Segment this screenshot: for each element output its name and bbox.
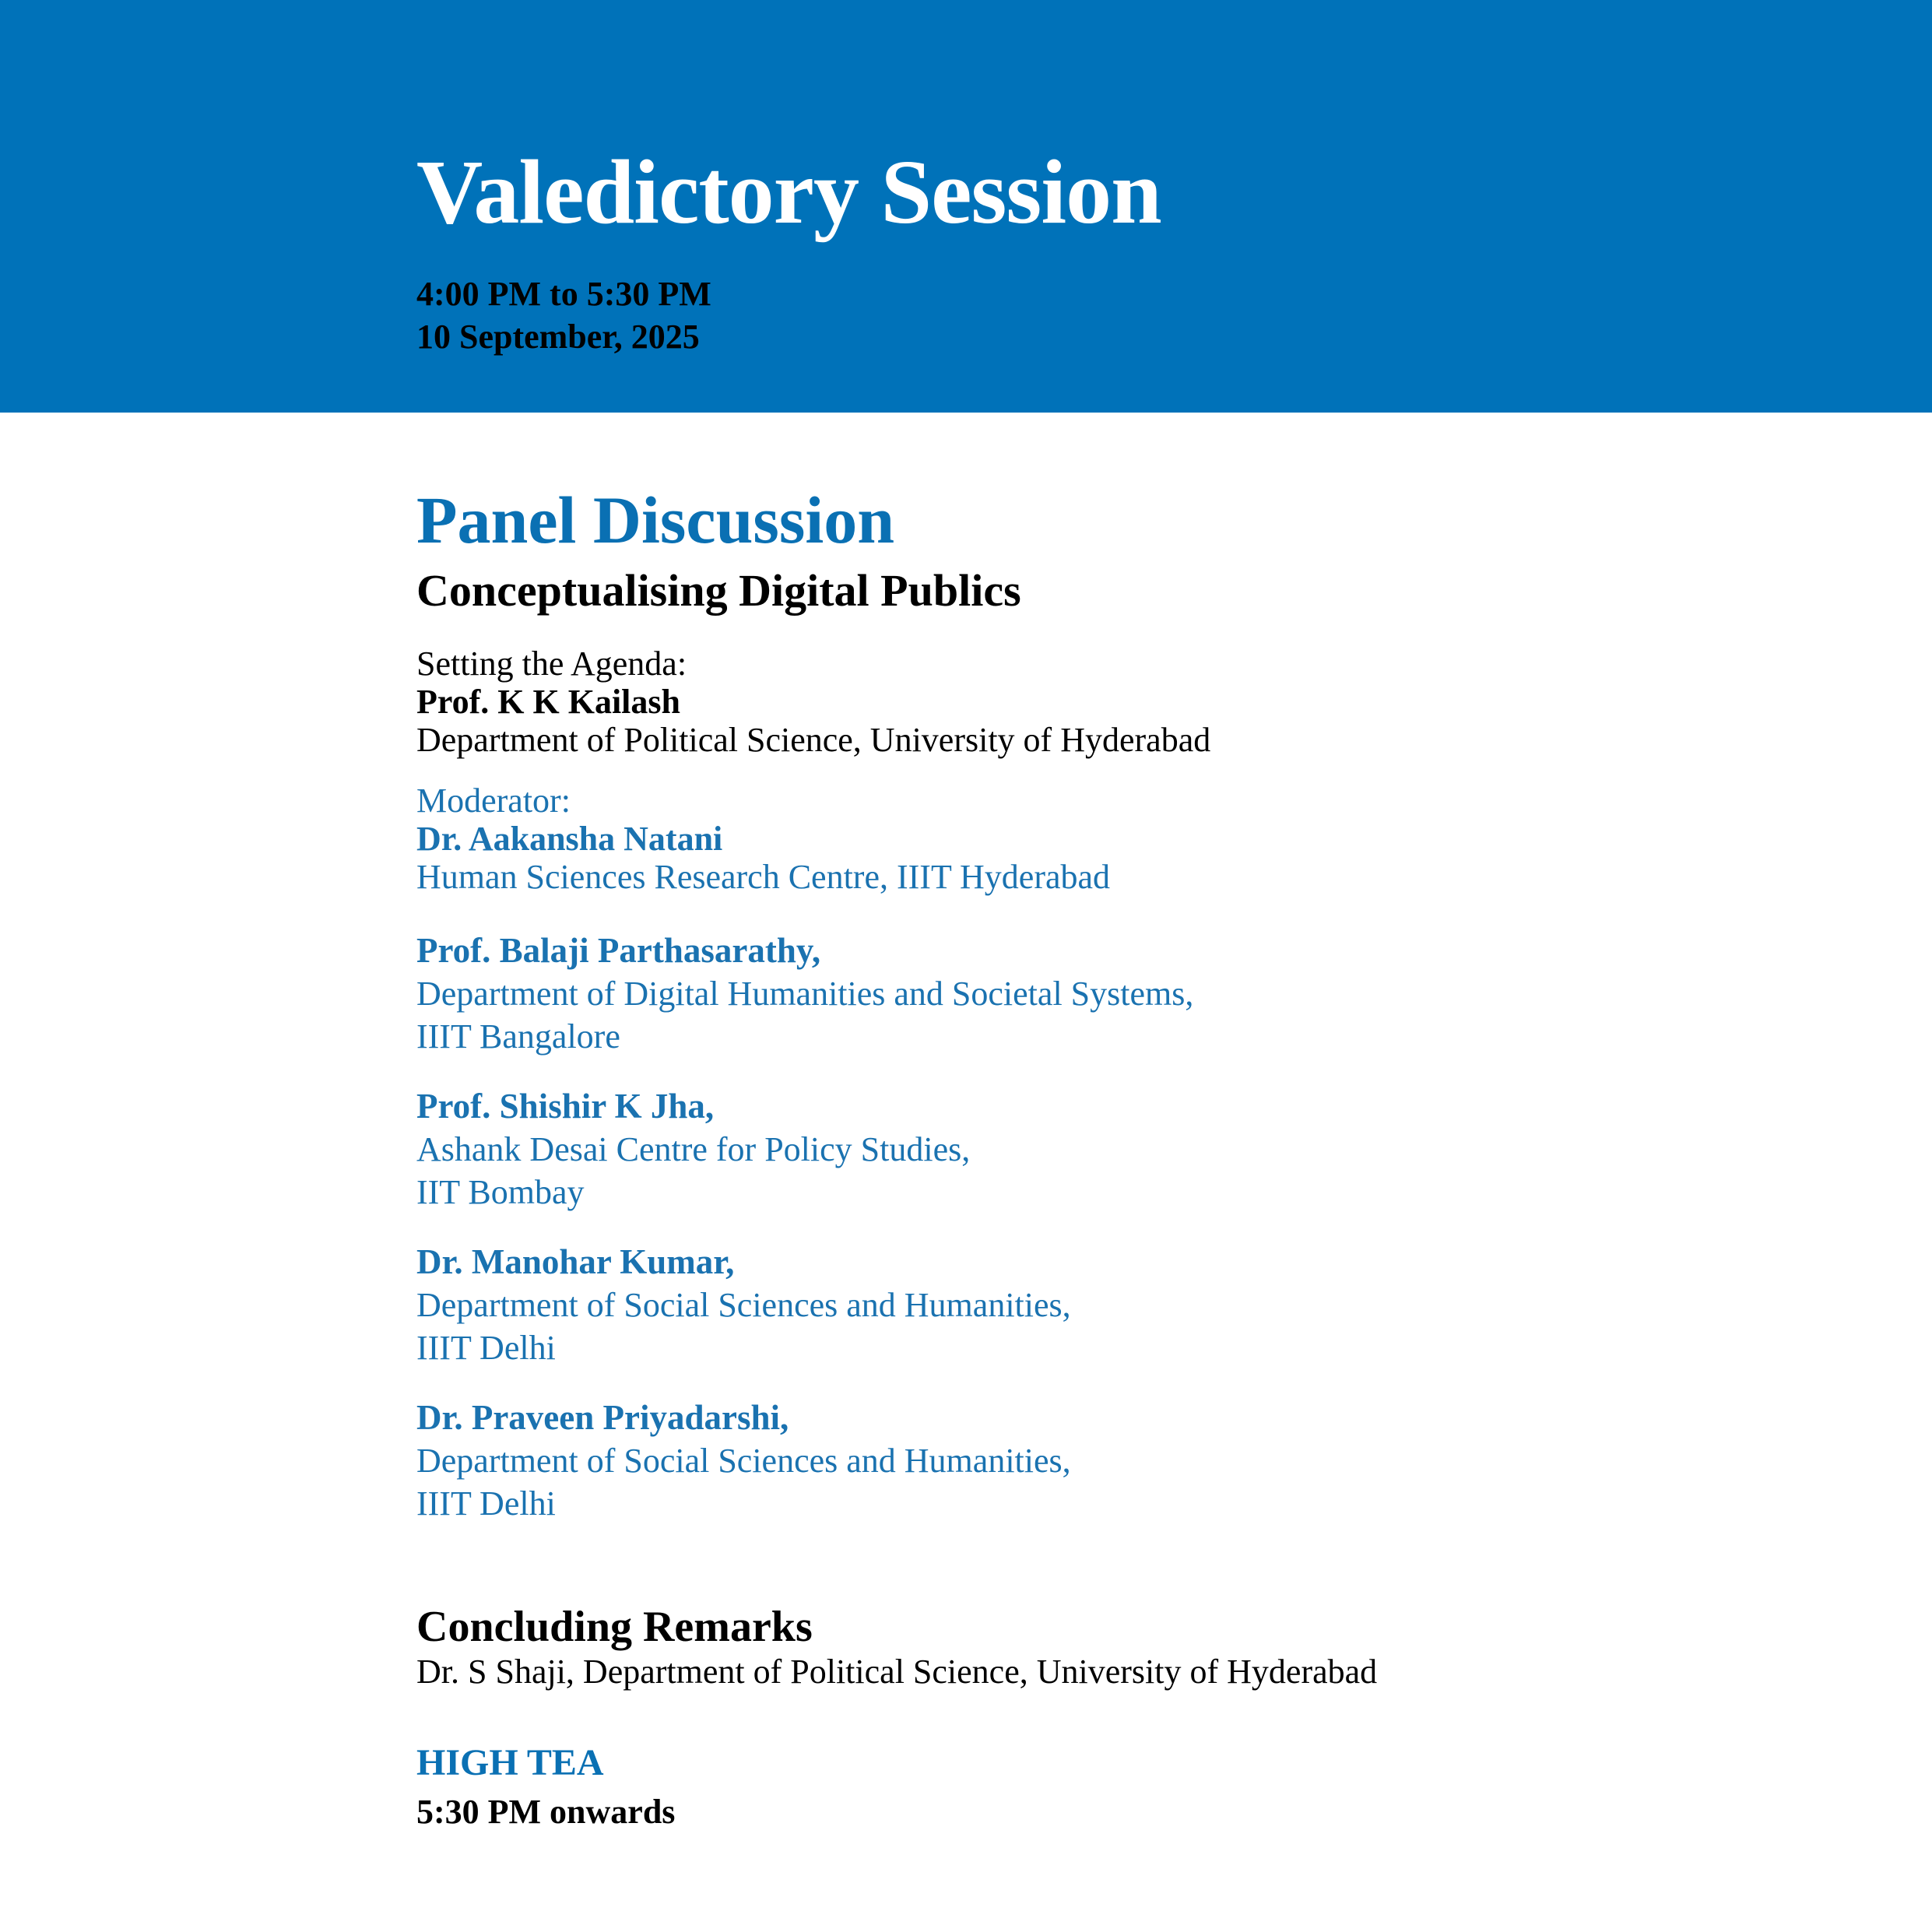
panel-subtitle: Conceptualising Digital Publics: [416, 565, 1021, 616]
speaker-block: [416, 1396, 1071, 1525]
moderator-block: [416, 782, 1110, 896]
moderator-name: Dr. Aakansha Natani: [416, 820, 723, 858]
speaker-affiliation: Department of Digital Humanities and Societal Systems,: [416, 975, 1194, 1013]
high-tea-title: HIGH TEA: [416, 1742, 604, 1783]
agenda-block: [416, 645, 1210, 759]
speaker-affiliation: Ashank Desai Centre for Policy Studies,: [416, 1130, 971, 1168]
agenda-label: Setting the Agenda:: [416, 645, 687, 683]
speaker-institution: IIT Bombay: [416, 1173, 585, 1211]
speaker-institution: IIIT Bangalore: [416, 1017, 620, 1056]
speaker-name: Dr. Manohar Kumar,: [416, 1242, 735, 1281]
speaker-block: [416, 929, 1193, 1058]
speaker-affiliation: Department of Social Sciences and Humanities,: [416, 1442, 1071, 1480]
concluding-text: Dr. S Shaji, Department of Political Science, University of Hyderabad: [416, 1653, 1378, 1691]
agenda-affiliation: Department of Political Science, University of Hyderabad: [416, 721, 1211, 759]
speaker-name: Prof. Shishir K Jha,: [416, 1087, 715, 1126]
moderator-label: Moderator:: [416, 782, 571, 820]
speaker-name: Dr. Praveen Priyadarshi,: [416, 1398, 789, 1437]
session-date: 10 September, 2025: [416, 318, 700, 356]
speaker-block: [416, 1241, 1071, 1369]
session-time: 4:00 PM to 5:30 PM: [416, 275, 711, 313]
moderator-affiliation: Human Sciences Research Centre, IIIT Hyderabad: [416, 858, 1111, 896]
panel-title: Panel Discussion: [416, 483, 895, 557]
speaker-institution: IIIT Delhi: [416, 1329, 556, 1367]
speaker-block: [416, 1085, 970, 1214]
concluding-title: Concluding Remarks: [416, 1603, 813, 1651]
high-tea-time: 5:30 PM onwards: [416, 1793, 676, 1831]
session-title: Valedictory Session: [416, 141, 1161, 243]
speaker-affiliation: Department of Social Sciences and Humanities,: [416, 1286, 1071, 1324]
speaker-name: Prof. Balaji Parthasarathy,: [416, 931, 821, 970]
speaker-institution: IIIT Delhi: [416, 1484, 556, 1523]
agenda-name: Prof. K K Kailash: [416, 683, 680, 721]
